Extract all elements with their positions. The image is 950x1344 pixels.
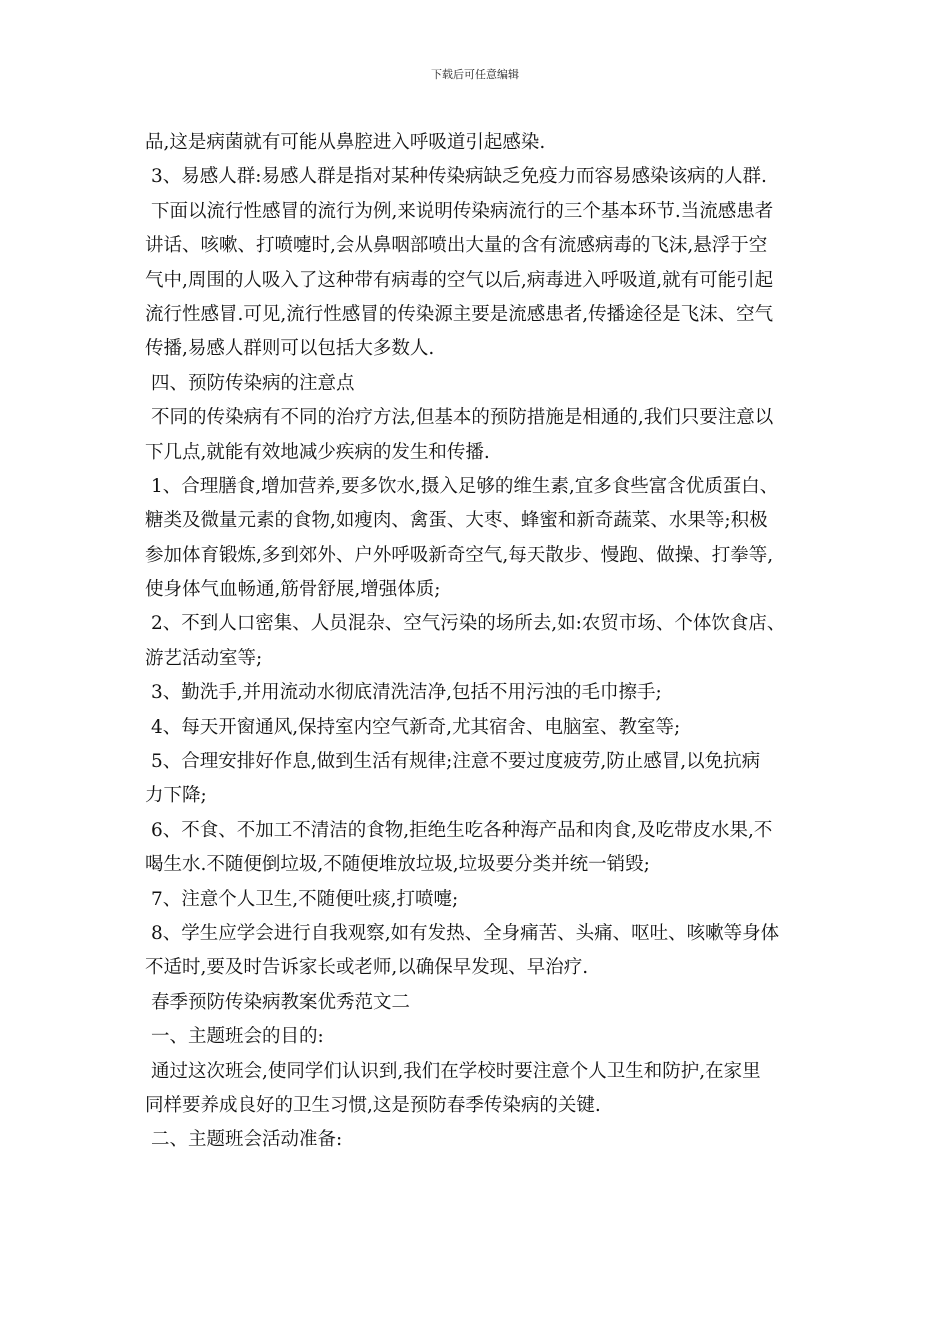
list-item: 4、每天开窗通风,保持室内空气新奇,尤其宿舍、电脑室、教室等; [151,716,681,738]
text-line: 气中,周围的人吸入了这种带有病毒的空气以后,病毒进入呼吸道,就有可能引起 [145,269,774,291]
text-line: 力下降; [145,785,207,807]
text-line: 不适时,要及时告诉家长或老师,以确保早发现、早治疗. [145,957,589,979]
section-title: 春季预防传染病教案优秀范文二 [151,991,411,1013]
list-item: 3、勤洗手,并用流动水彻底清洗洁净,包括不用污浊的毛巾擦手; [151,682,662,704]
paragraph-start: 不同的传染病有不同的治疗方法,但基本的预防措施是相通的,我们只要注意以 [151,407,774,429]
list-item: 1、合理膳食,增加营养,要多饮水,摄入足够的维生素,宜多食些富含优质蛋白、 [151,475,779,497]
text-line: 品,这是病菌就有可能从鼻腔进入呼吸道引起感染. [145,132,546,153]
text-line: 喝生水.不随便倒垃圾,不随便堆放垃圾,垃圾要分类并统一销毁; [145,854,650,876]
section-heading: 四、预防传染病的注意点 [151,372,355,394]
list-item: 6、不食、不加工不清洁的食物,拒绝生吃各种海产品和肉食,及吃带皮水果,不 [151,819,773,841]
list-item: 2、不到人口密集、人员混杂、空气污染的场所去,如:农贸市场、个体饮食店、 [151,613,786,635]
list-item: 3、易感人群:易感人群是指对某种传染病缺乏免疫力而容易感染该病的人群. [151,166,767,188]
section-heading: 二、主题班会活动准备: [151,1129,343,1151]
text-line: 同样要养成良好的卫生习惯,这是预防春季传染病的关键. [145,1094,601,1116]
section-heading: 一、主题班会的目的: [151,1026,324,1048]
document-body [145,126,835,1158]
list-item: 7、注意个人卫生,不随便吐痰,打喷嚏; [151,888,459,910]
text-line: 使身体气血畅通,筋骨舒展,增强体质; [145,579,441,601]
text-line: 游艺活动室等; [145,647,263,669]
paragraph-start: 通过这次班会,使同学们认识到,我们在学校时要注意个人卫生和防护,在家里 [151,1060,761,1082]
text-line: 传播,易感人群则可以包括大多数人. [145,338,435,360]
text-line: 讲话、咳嗽、打喷嚏时,会从鼻咽部喷出大量的含有流感病毒的飞沫,悬浮于空 [145,235,768,257]
text-line: 糖类及微量元素的食物,如瘦肉、禽蛋、大枣、蜂蜜和新奇蔬菜、水果等;积极 [145,510,768,532]
text-line: 下几点,就能有效地减少疾病的发生和传播. [145,441,490,463]
list-item: 5、合理安排好作息,做到生活有规律;注意不要过度疲劳,防止感冒,以免抗病 [151,751,761,773]
page-header: 下载后可任意编辑 [431,68,519,81]
text-line: 流行性感冒.可见,流行性感冒的传染源主要是流感患者,传播途径是飞沫、空气 [145,303,774,325]
paragraph-start: 下面以流行性感冒的流行为例,来说明传染病流行的三个基本环节.当流感患者 [151,200,774,222]
text-line: 参加体育锻炼,多到郊外、户外呼吸新奇空气,每天散步、慢跑、做操、打拳等, [145,544,774,566]
list-item: 8、学生应学会进行自我观察,如有发热、全身痛苦、头痛、呕吐、咳嗽等身体 [151,922,780,944]
